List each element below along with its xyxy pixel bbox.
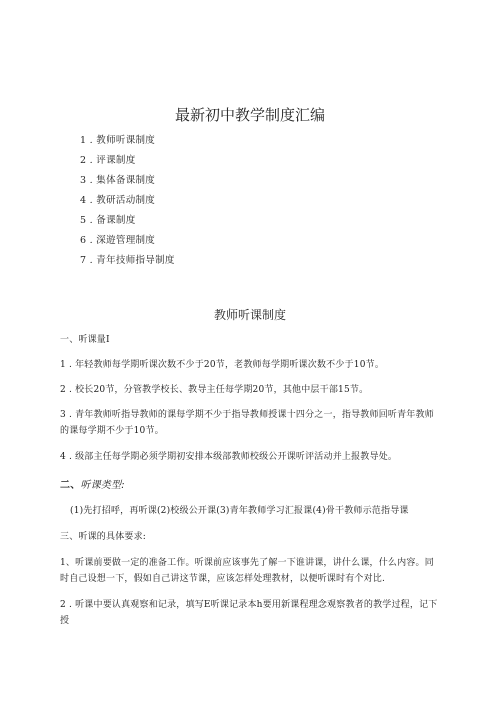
toc-item: 4 . 教研活动制度	[80, 195, 156, 206]
section-heading: 一、听课量I	[60, 335, 110, 345]
toc-item: 2 . 评课制度	[80, 155, 136, 166]
document-title: 最新初中教学制度汇编	[174, 106, 325, 124]
toc-item: 7 . 青年技师指导制度	[80, 255, 175, 266]
requirement-paragraph: 2 . 听课中要认真观察和记录，填写E听课记录本h要用新课程理念观察教者的教学过程，记下授	[60, 600, 438, 626]
toc-item: 1 . 教师听课制度	[80, 135, 156, 146]
section-heading: 三、听课的具体要求:	[60, 532, 147, 542]
requirement-paragraph: 1、听课前要做一定的准备工作。听课前应该事先了解一下谁讲课，讲什么课，什么内容。同时自己设想一下，假如自己讲这节课，应该怎样处理教材，以便听课时有个对比.	[60, 558, 434, 584]
toc-item: 5 . 备课制度	[80, 215, 136, 226]
toc-item: 3 . 集体备课制度	[80, 175, 156, 186]
types-line: (1)先打招呼，再听课(2)校级公开课(3)青年教师学习汇报课(4)骨干教师示范指导课	[70, 506, 409, 516]
rule-paragraph: 2 . 校长20节，分管教学校长、教导主任每学期20节，其他中层干部15节。	[60, 385, 369, 395]
toc-item: 6 . 深遊管理制度	[80, 235, 156, 246]
section-heading-prefix: 二、	[60, 480, 81, 491]
rule-paragraph: 3 . 青年教师听指导教师的课每学期不少于指导教师授课十四分之一，指导教师回听青年教师的课每学期不少于10节。	[60, 410, 434, 436]
rule-paragraph: 4 . 级部主任每学期必须学期初安排本级部教师校级公开课听评活动并上报教导处。	[60, 452, 398, 462]
section-title: 教师听课制度	[213, 308, 286, 322]
section-heading-types	[60, 478, 440, 494]
section-heading-italic: 听课类型:	[80, 480, 125, 491]
rule-paragraph: 1 . 年轻教师每学期听课次数不少于20节，老教师每学期听课次数不少于10节。	[60, 360, 385, 370]
